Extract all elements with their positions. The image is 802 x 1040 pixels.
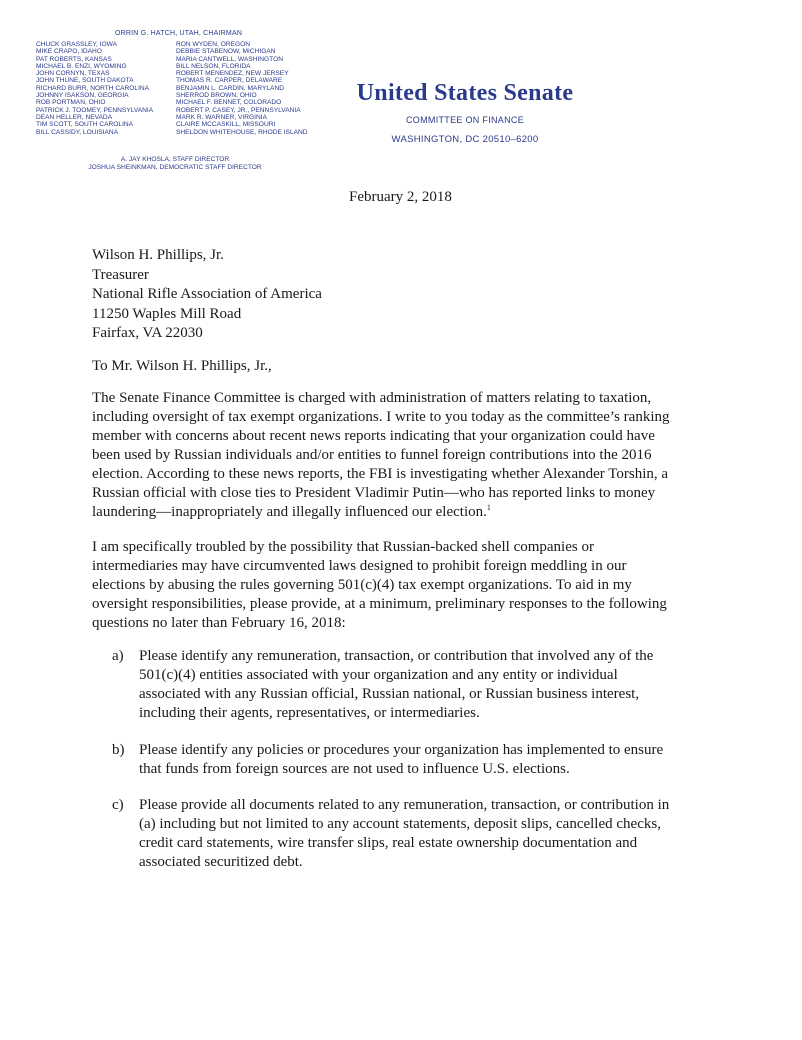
committee-address: WASHINGTON, DC 20510–6200	[391, 134, 539, 145]
minority-members-list	[176, 41, 336, 136]
paragraph-1	[92, 389, 732, 522]
recipient-line: 11250 Waples Mill Road	[92, 305, 242, 322]
member-name: SHERROD BROWN, OHIO	[176, 92, 257, 100]
text-line: elections by abusing the rules governing 501(c)(4) tax exempt organizations. To aid in my	[92, 577, 632, 593]
text-line: The Senate Finance Committee is charged with administration of matters relating to taxation,	[92, 390, 652, 406]
member-name: ROB PORTMAN, OHIO	[36, 99, 106, 107]
member-name: MARK R. WARNER, VIRGINIA	[176, 113, 267, 121]
text-line: credit card statements, wire transfer slips, real estate ownership documentation and	[139, 835, 638, 851]
text-line: I am specifically troubled by the possibility that Russian-backed shell companies or	[92, 539, 594, 555]
text-line: including oversight of tax exempt organizations. I write to you today as the committee’s ranking	[92, 409, 670, 425]
text-line: associated securitized debt.	[139, 854, 303, 870]
member-name: ROBERT P. CASEY, JR., PENNSYLVANIA	[176, 106, 301, 114]
paragraph-2	[92, 538, 732, 633]
member-name: JOHN THUNE, SOUTH DAKOTA	[36, 77, 134, 85]
footnote-mark: 1	[486, 503, 491, 512]
member-name: THOMAS R. CARPER, DELAWARE	[176, 77, 283, 85]
text-line: oversight responsibilities, please provide, at a minimum, preliminary responses to the following	[92, 596, 667, 612]
member-name: JOHNNY ISAKSON, GEORGIA	[36, 92, 129, 100]
recipient-line: Wilson H. Phillips, Jr.	[92, 247, 224, 263]
recipient-address	[92, 246, 322, 344]
member-name: RICHARD BURR, NORTH CAROLINA	[36, 84, 150, 92]
item-text	[139, 796, 669, 872]
text-line	[92, 503, 732, 522]
text-line: been used by Russian individuals and/or entities to funnel foreign contributions into the 2016	[92, 447, 652, 463]
salutation: To Mr. Wilson H. Phillips, Jr.,	[92, 358, 272, 374]
recipient-line: National Rifle Association of America	[92, 286, 322, 302]
majority-members-list	[36, 41, 176, 136]
item-marker: b)	[112, 742, 125, 758]
text-line: election. According to these news reports, the FBI is investigating whether Alexander Torshin, a	[92, 466, 669, 482]
member-name: BENJAMIN L. CARDIN, MARYLAND	[176, 84, 284, 92]
item-text	[139, 741, 663, 779]
text-line: intermediaries may have circumvented laws designed to prohibit foreign meddling in our	[92, 558, 627, 574]
committee-name: COMMITTEE ON FINANCE	[406, 115, 524, 125]
democratic-staff-director: JOSHUA SHEINKMAN, DEMOCRATIC STAFF DIRECTOR	[88, 164, 262, 171]
text-line: that funds from foreign sources are not used to influence U.S. elections.	[139, 761, 570, 777]
staff-directors	[85, 156, 265, 172]
text-line: including their agents, representatives, or intermediaries.	[139, 705, 480, 721]
text-line-content: laundering—inappropriately and illegally influenced our election.	[92, 504, 487, 520]
member-name: DEBBIE STABENOW, MICHIGAN	[176, 48, 276, 56]
text-line: Russian official with close ties to President Vladimir Putin—who has reported links to money	[92, 485, 656, 501]
member-name: PAT ROBERTS, KANSAS	[36, 55, 112, 63]
member-name: MICHAEL B. ENZI, WYOMING	[36, 62, 127, 70]
text-line: Please identify any remuneration, transaction, or contribution that involved any of the	[139, 648, 654, 664]
member-name: BILL CASSIDY, LOUISIANA	[36, 128, 119, 136]
member-name: MICHAEL F. BENNET, COLORADO	[176, 99, 282, 107]
recipient-line: Fairfax, VA 22030	[92, 325, 203, 341]
member-name: CHUCK GRASSLEY, IOWA	[36, 41, 117, 48]
member-name: TIM SCOTT, SOUTH CAROLINA	[36, 121, 134, 129]
text-line: (a) including but not limited to any account statements, deposit slips, cancelled checks,	[139, 816, 661, 832]
text-line: 501(c)(4) entities associated with your organization and any entity or individual	[139, 667, 618, 683]
recipient-line: Treasurer	[92, 266, 149, 283]
item-text	[139, 647, 653, 723]
member-name: JOHN CORNYN, TEXAS	[36, 70, 110, 78]
staff-director: A. JAY KHOSLA, STAFF DIRECTOR	[120, 156, 230, 163]
member-name: BILL NELSON, FLORIDA	[176, 62, 251, 70]
member-name: CLAIRE MCCASKILL, MISSOURI	[176, 121, 276, 129]
text-line: Please provide all documents related to any remuneration, transaction, or contribution in	[139, 797, 670, 813]
member-name: SHELDON WHITEHOUSE, RHODE ISLAND	[176, 128, 308, 136]
letter-date: February 2, 2018	[349, 189, 452, 205]
member-name: PATRICK J. TOOMEY, PENNSYLVANIA	[36, 106, 154, 114]
text-line: questions no later than February 16, 2018:	[92, 615, 346, 631]
member-name: MARIA CANTWELL, WASHINGTON	[176, 55, 283, 63]
text-line: Please identify any policies or procedures your organization has implemented to ensure	[139, 742, 664, 758]
item-marker: c)	[112, 797, 124, 813]
item-marker: a)	[112, 648, 124, 664]
member-name: RON WYDEN, OREGON	[176, 41, 250, 48]
text-line: associated with any Russian official, Russian national, or Russian business interest,	[139, 686, 640, 702]
text-line: member with concerns about recent news reports indicating that your organization could have	[92, 428, 655, 444]
member-name: ROBERT MENENDEZ, NEW JERSEY	[176, 70, 289, 78]
chairman-line: ORRIN G. HATCH, UTAH, CHAIRMAN	[115, 30, 243, 37]
senate-title: United States Senate	[356, 80, 574, 106]
member-name: MIKE CRAPO, IDAHO	[36, 48, 102, 56]
member-name: DEAN HELLER, NEVADA	[36, 113, 113, 121]
